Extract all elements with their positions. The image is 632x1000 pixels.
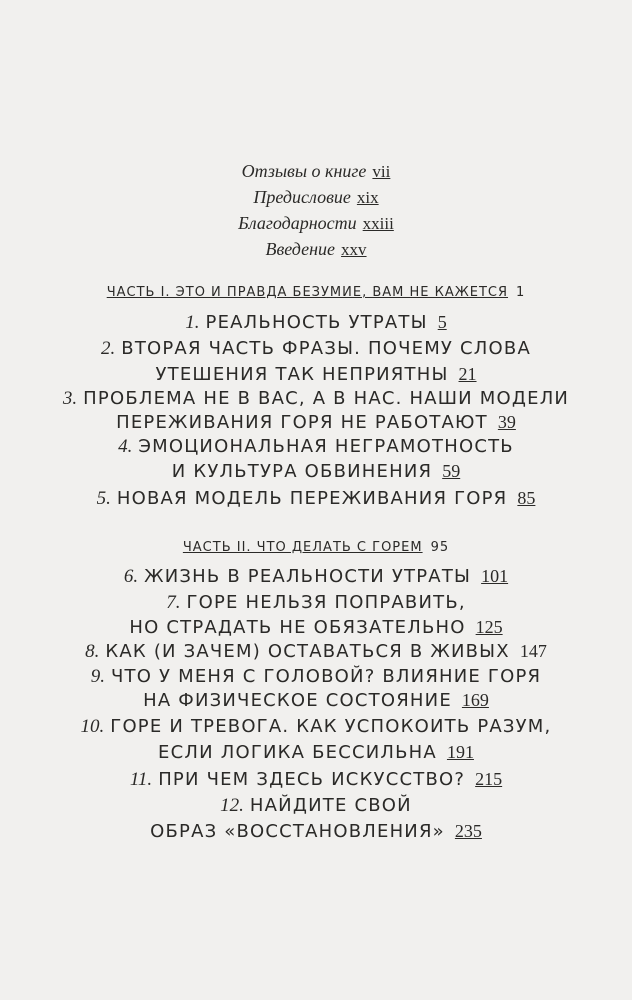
toc-chapter-entry-continued[interactable] xyxy=(0,690,632,711)
toc-chapter-entry[interactable] xyxy=(0,666,632,688)
toc-chapter-entry[interactable] xyxy=(0,716,632,738)
part-title: ЧАСТЬ I. ЭТО И ПРАВДА БЕЗУМИЕ, ВАМ НЕ КАЖЕТСЯ xyxy=(106,285,509,300)
chapter-title: РЕАЛЬНОСТЬ УТРАТЫ xyxy=(205,312,428,333)
chapter-title: НОВАЯ МОДЕЛЬ ПЕРЕЖИВАНИЯ ГОРЯ xyxy=(116,488,508,509)
chapter-number: 9. xyxy=(90,666,105,687)
toc-part-heading[interactable] xyxy=(0,285,632,300)
page-number: 125 xyxy=(475,617,503,637)
toc-chapter-entry[interactable] xyxy=(0,641,632,663)
toc-chapter-entry[interactable] xyxy=(0,338,632,360)
page-number: 147 xyxy=(519,641,547,661)
chapter-number: 2. xyxy=(101,338,116,359)
page-number: xix xyxy=(356,188,379,207)
toc-chapter-entry[interactable] xyxy=(0,592,632,614)
chapter-title: ГОРЕ НЕЛЬЗЯ ПОПРАВИТЬ, xyxy=(186,592,466,613)
page-number: 59 xyxy=(442,461,461,481)
toc-front-entry[interactable] xyxy=(0,210,632,237)
toc-part-heading[interactable] xyxy=(0,540,632,555)
chapter-title: ЖИЗНЬ В РЕАЛЬНОСТИ УТРАТЫ xyxy=(144,566,472,587)
chapter-title: ПРИ ЧЕМ ЗДЕСЬ ИСКУССТВО? xyxy=(158,769,466,790)
toc-chapter-entry[interactable] xyxy=(0,312,632,334)
chapter-title: ПЕРЕЖИВАНИЯ ГОРЯ НЕ РАБОТАЮТ xyxy=(116,412,488,433)
toc-chapter-entry[interactable] xyxy=(0,795,632,817)
chapter-title: НА ФИЗИЧЕСКОЕ СОСТОЯНИЕ xyxy=(143,690,452,711)
toc-chapter-entry-continued[interactable] xyxy=(0,461,632,482)
page-number: 191 xyxy=(446,742,474,762)
chapter-number: 11. xyxy=(129,769,153,790)
chapter-number: 12. xyxy=(220,795,244,816)
toc-chapter-entry[interactable] xyxy=(0,566,632,588)
toc-front-entry[interactable] xyxy=(0,236,632,263)
chapter-title: ВТОРАЯ ЧАСТЬ ФРАЗЫ. ПОЧЕМУ СЛОВА xyxy=(121,338,531,359)
page-number: xxv xyxy=(341,240,367,259)
page-number: 215 xyxy=(475,769,503,789)
page-number: 235 xyxy=(454,821,482,841)
toc-front-entry[interactable] xyxy=(0,184,632,211)
part-title: ЧАСТЬ II. ЧТО ДЕЛАТЬ С ГОРЕМ xyxy=(182,540,423,555)
chapter-title: ЭМОЦИОНАЛЬНАЯ НЕГРАМОТНОСТЬ xyxy=(138,436,514,457)
toc-chapter-entry-continued[interactable] xyxy=(0,821,632,842)
chapter-number: 7. xyxy=(166,592,181,613)
toc-chapter-entry[interactable] xyxy=(0,436,632,458)
chapter-number: 4. xyxy=(118,436,133,457)
chapter-number: 3. xyxy=(62,388,78,409)
chapter-title: НАЙДИТЕ СВОЙ xyxy=(249,795,412,816)
chapter-title: И КУЛЬТУРА ОБВИНЕНИЯ xyxy=(171,461,433,482)
toc-front-entry[interactable] xyxy=(0,158,632,185)
chapter-number: 8. xyxy=(85,641,100,662)
toc-chapter-entry[interactable] xyxy=(0,388,632,410)
page-number: 95 xyxy=(430,540,450,555)
chapter-title: ГОРЕ И ТРЕВОГА. КАК УСПОКОИТЬ РАЗУМ, xyxy=(110,716,552,737)
toc-chapter-entry[interactable] xyxy=(0,488,632,510)
chapter-title: НО СТРАДАТЬ НЕ ОБЯЗАТЕЛЬНО xyxy=(129,617,466,638)
chapter-number: 10. xyxy=(80,716,105,737)
toc-chapter-entry[interactable] xyxy=(0,769,632,791)
chapter-number: 1. xyxy=(185,312,200,333)
chapter-title: КАК (И ЗАЧЕМ) ОСТАВАТЬСЯ В ЖИВЫХ xyxy=(105,641,510,662)
entry-label: Введение xyxy=(265,239,336,259)
page-number: xxiii xyxy=(362,214,394,233)
page-number: 21 xyxy=(458,364,477,384)
toc-chapter-entry-continued[interactable] xyxy=(0,412,632,433)
page-number: 39 xyxy=(497,412,516,432)
page-number: 5 xyxy=(437,312,447,332)
toc-chapter-entry-continued[interactable] xyxy=(0,742,632,763)
entry-label: Благодарности xyxy=(238,213,357,233)
entry-label: Отзывы о книге xyxy=(241,161,367,181)
chapter-title: ЧТО У МЕНЯ С ГОЛОВОЙ? ВЛИЯНИЕ ГОРЯ xyxy=(111,666,542,687)
page-number: 85 xyxy=(517,488,536,508)
chapter-title: ОБРАЗ «ВОССТАНОВЛЕНИЯ» xyxy=(150,821,445,842)
page-number: 1 xyxy=(516,285,526,300)
page-number: 101 xyxy=(481,566,509,586)
chapter-number: 5. xyxy=(96,488,111,509)
chapter-title: ЕСЛИ ЛОГИКА БЕССИЛЬНА xyxy=(158,742,437,763)
chapter-title: УТЕШЕНИЯ ТАК НЕПРИЯТНЫ xyxy=(155,364,449,385)
bleed-through-text xyxy=(70,52,560,78)
entry-label: Предисловие xyxy=(253,187,351,207)
toc-chapter-entry-continued[interactable] xyxy=(0,617,632,638)
chapter-number: 6. xyxy=(123,566,139,587)
toc-chapter-entry-continued[interactable] xyxy=(0,364,632,385)
page-number: vii xyxy=(372,162,391,181)
page-number: 169 xyxy=(461,690,489,710)
chapter-title: ПРОБЛЕМА НЕ В ВАС, А В НАС. НАШИ МОДЕЛИ xyxy=(83,388,570,409)
